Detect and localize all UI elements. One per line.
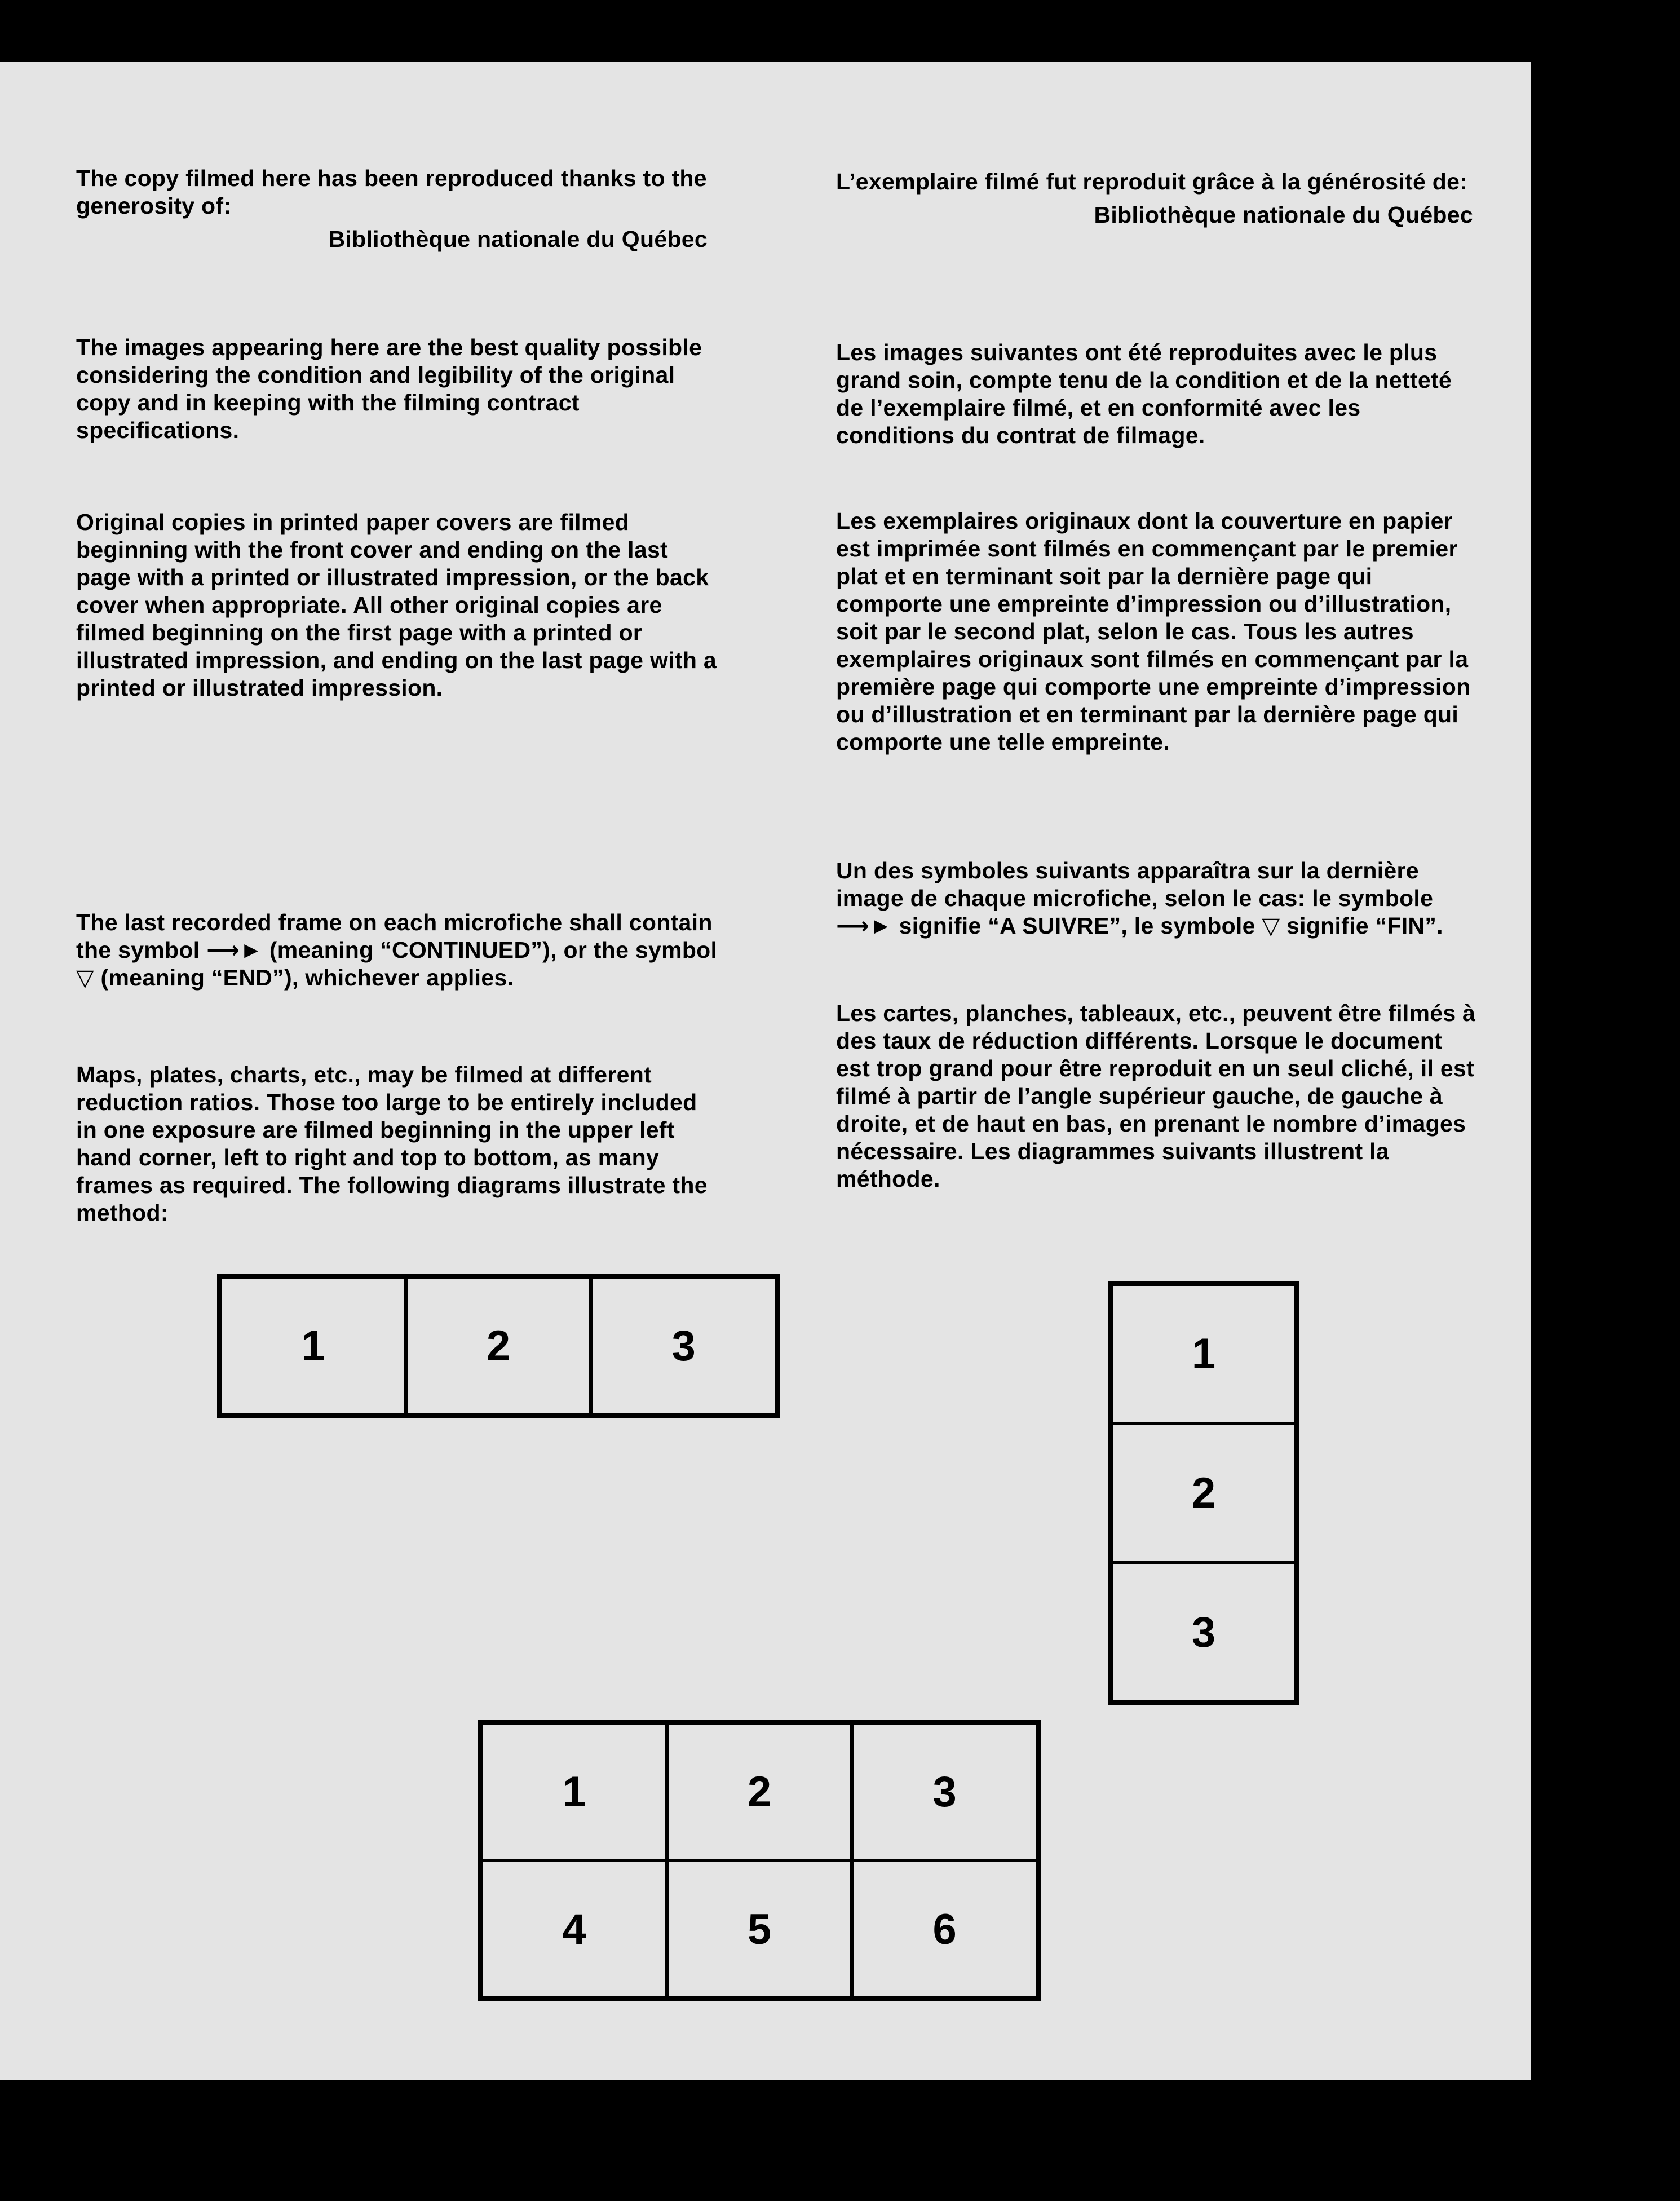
diagram-grid — [478, 1720, 1041, 2001]
french-quality-note: Les images suivantes ont été reproduites avec le plus grand soin, compte tenu de la condition et de la netteté de l’exemplaire filmé, et en conformité avec les conditions du contrat de filmage. — [836, 339, 1452, 448]
french-filming-order: Les exemplaires originaux dont la couverture en papier est imprimée sont filmés en commençant par le premier plat et en terminant soit par la dernière page qui comporte une empreinte d’impression ou d’illustration, soit par le second plat, selon le cas. Tous les autres exemplaires originaux sont filmés en commençant par la première page qui comporte une empreinte d’impression ou d’illustration et en terminant par la dernière page qui comporte une telle empreinte. — [836, 508, 1471, 755]
end-triangle-icon: ▽ — [76, 965, 94, 991]
diagram-row-cell: 1 — [220, 1278, 406, 1415]
diagram-grid-cell: 5 — [667, 1860, 852, 1998]
diagram-row — [217, 1274, 780, 1418]
continued-arrow-icon: ⟶► — [206, 937, 263, 963]
document-page — [0, 62, 1531, 2080]
french-maps-note: Les cartes, planches, tableaux, etc., peuvent être filmés à des taux de réduction différents. Lorsque le document est trop grand pour être reproduit en un seul cliché, il est filmé à partir de l’angle supérieur gauche, de gauche à droite, et de haut en bas, en prenant le nombre d’images nécessaire. Les diagrammes suivants illustrent la méthode. — [836, 1000, 1476, 1192]
diagram-grid-cell: 3 — [852, 1723, 1037, 1860]
diagram-row-cell: 3 — [591, 1278, 776, 1415]
english-quality-note: The images appearing here are the best quality possible considering the condition and legibility of the original copy and in keeping with the filming contract specifications. — [76, 334, 702, 443]
suivre-arrow-icon: ⟶► — [836, 913, 892, 939]
diagram-row-cell: 2 — [406, 1278, 591, 1415]
english-symbol-text-3: (meaning “END”), whichever applies. — [100, 965, 514, 991]
english-acknowledgement: The copy filmed here has been reproduced thanks to the generosity of: — [76, 165, 707, 219]
fin-triangle-icon: ▽ — [1262, 913, 1280, 939]
english-symbol-note — [76, 909, 719, 992]
diagram-column — [1108, 1281, 1299, 1705]
diagram-grid-cell: 1 — [481, 1723, 667, 1860]
french-acknowledgement: L’exemplaire filmé fut reproduit grâce à la générosité de: — [836, 169, 1468, 195]
english-institution: Bibliothèque nationale du Québec — [328, 226, 708, 252]
diagram-column-cell: 3 — [1111, 1563, 1296, 1702]
english-symbol-text-1: The last recorded frame on each microfiche shall contain the symbol — [76, 909, 713, 963]
diagram-column-cell: 1 — [1111, 1284, 1296, 1424]
diagram-grid-cell: 4 — [481, 1860, 667, 1998]
english-filming-order: Original copies in printed paper covers are filmed beginning with the front cover and ending on the last page with a printed or illustrated impression, or the back cover when appropriate. All other original copies are filmed beginning on the first page with a printed or illustrated impression, and ending on the last page with a printed or illustrated impression. — [76, 509, 717, 701]
french-symbol-text-3: signifie “FIN”. — [1286, 913, 1443, 939]
diagram-grid-cell: 2 — [667, 1723, 852, 1860]
french-symbol-text-2: signifie “A SUIVRE”, le symbole — [899, 913, 1255, 939]
diagram-grid-cell: 6 — [852, 1860, 1037, 1998]
french-institution: Bibliothèque nationale du Québec — [1094, 202, 1473, 228]
french-symbol-text-1: Un des symboles suivants apparaîtra sur la dernière image de chaque microfiche, selon le cas: le symbole — [836, 858, 1434, 911]
diagram-column-cell: 2 — [1111, 1424, 1296, 1563]
french-symbol-note — [836, 857, 1479, 940]
english-symbol-text-2: (meaning “CONTINUED”), or the symbol — [269, 937, 718, 963]
english-maps-note: Maps, plates, charts, etc., may be filmed at different reduction ratios. Those too large to be entirely included in one exposure are filmed beginning in the upper left hand corner, left to right and top to bottom, as many frames as required. The following diagrams illustrate the method: — [76, 1062, 708, 1226]
